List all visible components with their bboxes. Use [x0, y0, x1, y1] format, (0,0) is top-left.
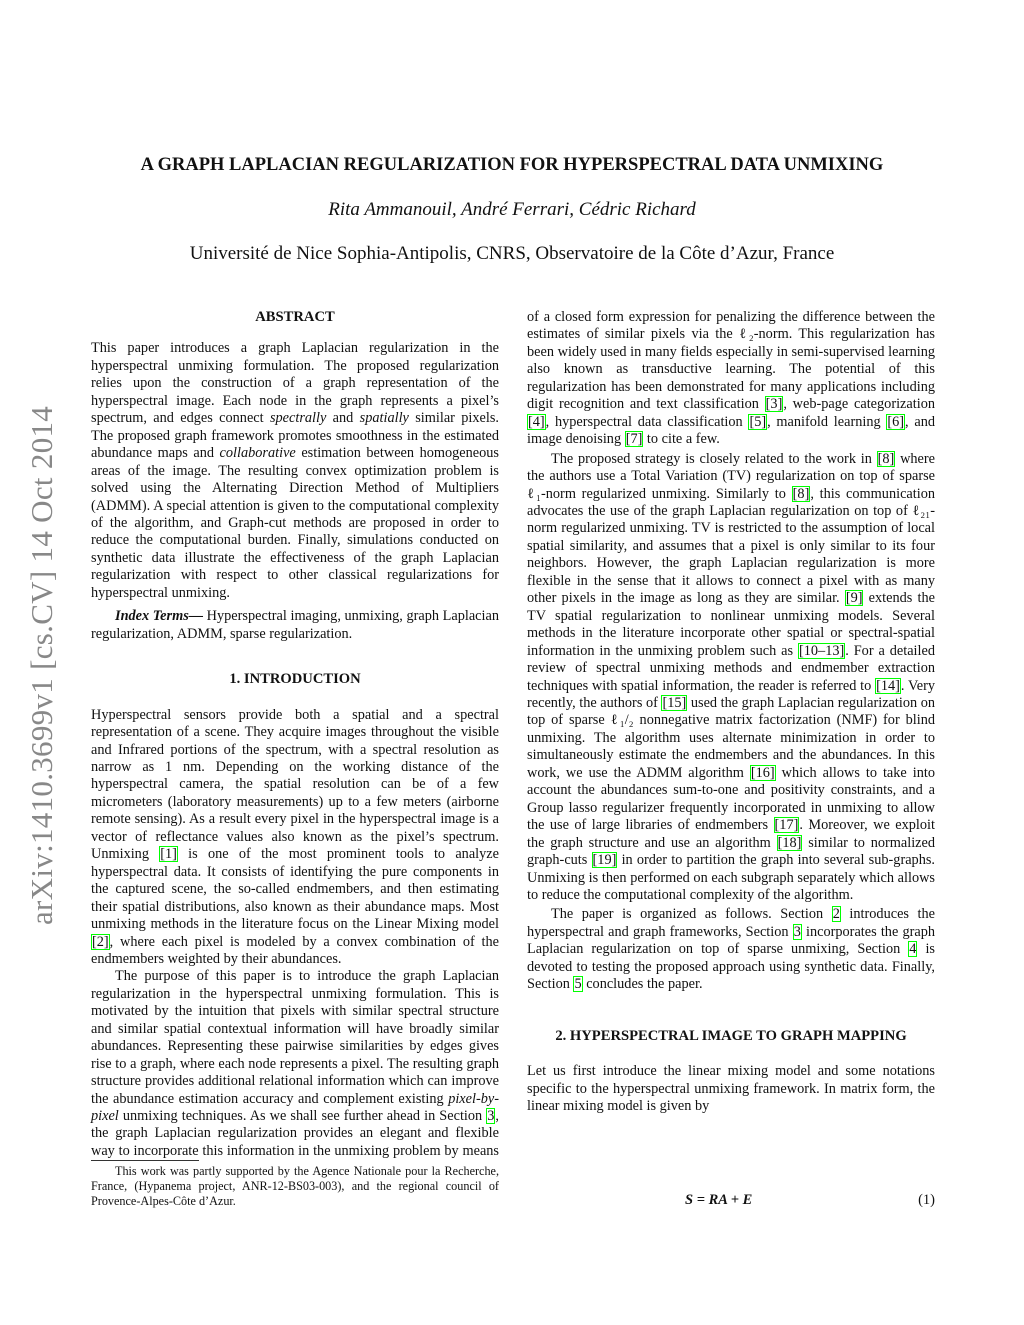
text-run: The proposed strategy is closely related to the work in — [551, 450, 877, 467]
text-run: to cite a few. — [643, 431, 720, 448]
citation-link[interactable]: [14] — [876, 677, 900, 694]
text-run: and — [326, 410, 360, 427]
citation-link[interactable]: [10–13] — [798, 642, 845, 659]
equation-number: (1) — [918, 1192, 935, 1208]
section-2-heading: 2. HYPERSPECTRAL IMAGE TO GRAPH MAPPING — [555, 1027, 907, 1044]
text-run: introduces the hyperspectral and graph frameworks, Section — [527, 906, 935, 940]
text-run: concludes the paper. — [582, 976, 703, 993]
two-column-body — [91, 309, 935, 1167]
italic-text: spectrally — [269, 410, 327, 427]
citation-link[interactable]: [8] — [877, 450, 895, 467]
introduction-heading: 1. INTRODUCTION — [229, 671, 361, 688]
abstract-heading: ABSTRACT — [255, 309, 335, 325]
section-2-paragraph-1 — [527, 1063, 935, 1115]
citation-link[interactable]: 2 — [832, 906, 840, 923]
citation-link[interactable]: [7] — [625, 431, 643, 448]
text-run: where the authors use a Total Variation (TV) regularization on top of sparse ℓ₁-norm regularized unmixing. Similarly to — [527, 450, 936, 502]
intro-paragraph-1 — [91, 707, 499, 969]
citation-link[interactable]: [9] — [845, 590, 863, 607]
text-run: incorporates the graph Laplacian regularization on top of sparse unmixing, Section — [527, 923, 935, 958]
citation-link[interactable]: [4] — [528, 413, 545, 430]
index-terms — [91, 608, 499, 643]
citation-link[interactable]: 5 — [574, 976, 582, 993]
citation-link[interactable]: [1] — [160, 846, 177, 863]
text-run: extends the TV spatial regularization to nonlinear unmixing models. Several methods in the literature incorporate other spatial or spectral-spatial information in the unmixing problem such as — [527, 590, 935, 659]
citation-link[interactable]: 4 — [909, 941, 917, 958]
text-run: . Very recently, the authors of — [527, 677, 935, 711]
text-run: The paper is organized as follows. Section — [551, 906, 832, 923]
citation-link[interactable]: [18] — [777, 834, 802, 851]
text-run: Hyperspectral sensors provide both a spatial and a spectral representation of a scene. They acquire images throughout the visible and Infrared portions of the spectrum, with a spectral resolution as narrow as 1 nm. Depending on the working distance of the hyperspectral camera, the spatial resolution can be of a few micrometers (laboratory measurements) up to a few meters (airborne remote sensing). As a result every pixel in the hyperspectral image is a vector of reflectance values also known as the pixel’s spectrum. Unmixing — [91, 706, 499, 863]
paper-authors: Rita Ammanouil, André Ferrari, Cédric Richard — [328, 199, 696, 220]
text-run: similar to normalized graph-cuts — [527, 834, 936, 869]
text-run: estimation between homogeneous areas of the image. The resulting convex optimization problem is solved using the Alternating Direction Method of Multipliers (ADMM). A special attention is given to the computational complexity of the algorithm, and Graph-cut methods are proposed in order to reduce the computational burden. Finally, simulations conducted on synthetic data illustrate the effectiveness of the graph Laplacian regularization with respect to other classical regularizations for hyperspectral unmixing. — [91, 445, 499, 601]
text-run: Hyperspectral imaging, unmixing, graph Laplacian regularization, ADMM, sparse regularization. — [91, 608, 499, 642]
italic-text: spatially — [359, 410, 409, 427]
citation-link[interactable]: [17] — [774, 817, 799, 834]
citation-link[interactable]: [3] — [765, 396, 783, 413]
text-run: in order to partition the graph into several sub-graphs. Unmixing is then performed on each subgraph separately which allows to reduce the computational complexity of the algorithm. — [527, 852, 935, 903]
text-run: , and image denoising — [527, 413, 935, 448]
text-run: , this communication advocates the use of the graph Laplacian regularization on top of ℓ₂₁-norm regularized unmixing. TV is restricted to the assumption of local spatial similarity, and assumes that a pixel is only similar to its four neighbors. However, the graph Laplacian regularization is more flexible in the sense that it allows to connect a pixel with as many other pixels in the image as long as they are similar. — [527, 485, 935, 607]
index-terms-label: Index Terms— — [115, 608, 204, 625]
arxiv-identifier: arXiv:1410.3699v1 [cs.CV] 14 Oct 2014 — [24, 405, 59, 925]
intro-paragraph-3 — [527, 451, 935, 905]
text-run: is one of the most prominent tools to analyze hyperspectral data. It consists of identifying the pure components in the captured scene, the so-called endmembers, and then estimating their spatial distributions, also known as their abundance maps. Most unmixing methods in the literature focus on the Linear Mixing model — [91, 846, 499, 933]
citation-link[interactable]: [19] — [592, 852, 617, 869]
text-run: is devoted to testing the proposed approach using synthetic data. Finally, Section — [527, 941, 935, 993]
text-run: , manifold learning — [767, 413, 887, 430]
text-run: similar pixels. The proposed graph framework promotes smoothness in the estimated abundance maps and — [91, 410, 499, 462]
text-run: , where each pixel is modeled by a convex combination of the endmembers weighted by their abundances. — [91, 933, 499, 967]
text-run: This paper introduces a graph Laplacian regularization in the hyperspectral unmixing formulation. The proposed regularization relies upon the construction of a graph representation of the hyperspectral image. Each node in the graph represents a pixel’s spectrum, and edges connect — [91, 340, 499, 427]
citation-link[interactable]: [5] — [749, 413, 767, 430]
text-run: which allows to take into account the abundances sum-to-one and positivity constraints, and a Group lasso regularizer frequently incorporated in unmixing to allow the use of large libraries of endmembers — [527, 764, 935, 834]
footnote-text: This work was partly supported by the Agence Nationale pour la Recherche, France, (Hypanema project, ANR-12-BS03-003), and the regional council of Provence-Alpes-Côte d’Azur. — [91, 1164, 499, 1208]
citation-link[interactable]: 3 — [793, 923, 801, 940]
footnote — [91, 1164, 499, 1209]
text-run: , web-page categorization — [783, 396, 935, 413]
text-run: , hyperspectral data classification — [545, 413, 749, 430]
text-run: . Moreover, we exploit the graph structure and use an algorithm — [527, 817, 935, 851]
text-run: Let us first introduce the linear mixing model and some notations specific to the hyperspectral unmixing framework. In matrix form, the linear mixing model is given by — [527, 1063, 935, 1115]
paper-title: A GRAPH LAPLACIAN REGULARIZATION FOR HYPERSPECTRAL DATA UNMIXING — [140, 155, 884, 175]
citation-link[interactable]: [16] — [750, 764, 775, 781]
citation-link[interactable]: 3 — [487, 1108, 495, 1125]
text-run: . For a detailed review of spectral unmixing methods and endmember extraction techniques with spatial information, the reader is referred to — [527, 642, 935, 694]
paper-affiliation: Université de Nice Sophia-Antipolis, CNRS, Observatoire de la Côte d’Azur, France — [189, 243, 835, 264]
citation-link[interactable]: [6] — [887, 413, 905, 430]
abstract-text — [91, 340, 499, 602]
text-run: used the graph Laplacian regularization on top of sparse ℓ₁/₂ nonnegative matrix factorization (NMF) for blind unmixing. The algorithm uses alternate minimization in order to simultaneously estimate the endmembers and the abundances. In this work, we use the ADMM algorithm — [527, 694, 935, 781]
citation-link[interactable]: [8] — [792, 485, 810, 502]
italic-text: collaborative — [219, 445, 296, 462]
citation-link[interactable]: [15] — [662, 694, 687, 711]
text-run: unmixing techniques. As we shall see further ahead in Section — [118, 1108, 487, 1125]
text-run: , the graph Laplacian regularization provides an elegant and flexible way to incorporate this information in the unmixing problem by means of a closed form expression for penalizing the difference between the estimates of similar pixels via the ℓ₂-norm. This regularization has been widely used in many fields especially in semi-supervised learning also known as transductive learning. The potential of this regularization has been demonstrated for many applications including digit recognition and text classification — [91, 309, 935, 1159]
citation-link[interactable]: [2] — [92, 933, 109, 950]
footnote-rule — [91, 1160, 199, 1161]
equation-body: S = RA + E — [685, 1192, 753, 1208]
intro-paragraph-4 — [527, 906, 935, 993]
italic-text: pixel-by-pixel — [91, 1090, 499, 1125]
text-run: The purpose of this paper is to introduce the graph Laplacian regularization in the hyperspectral unmixing formulation. This is motivated by the intuition that pixels with similar spectral structure and similar spatial contextual information will have broadly similar abundances. Representing these pairwise similarities by edges gives rise to a graph, where each node represents a pixel. The resulting graph structure provides additional relational information which can improve the abundance estimation accuracy and complement existing — [91, 968, 499, 1107]
